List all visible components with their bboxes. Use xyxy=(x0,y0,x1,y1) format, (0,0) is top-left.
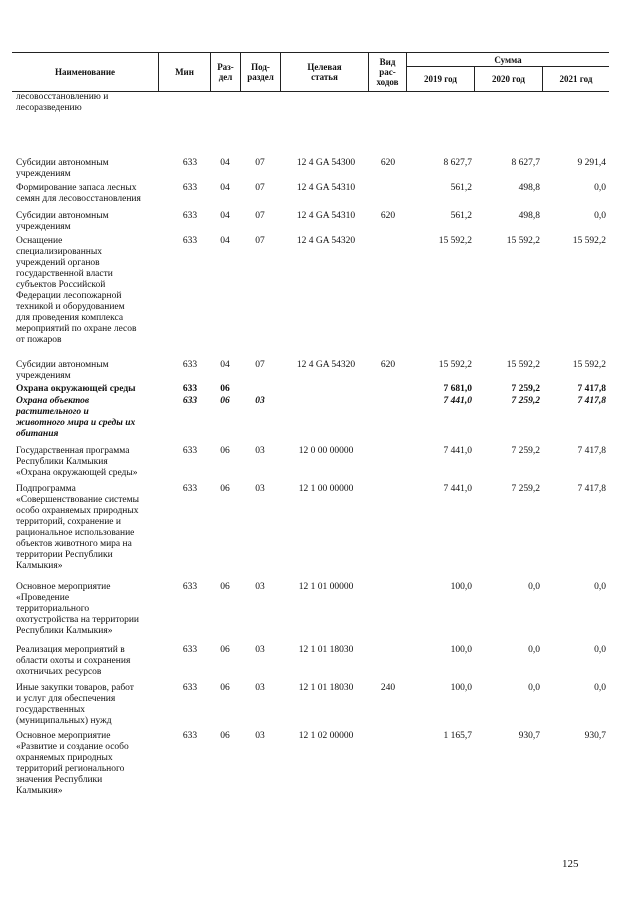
cell-y20: 15 592,2 xyxy=(506,360,540,370)
table-header xyxy=(12,52,609,92)
cell-name: Оснащение специализированных учреждений органов государственной власти субъектов Российской Федерации лесопожарной техникой и оборудованием для проведения комплекса мероприятий по охране лесов от пожаров xyxy=(16,236,137,345)
cell-cs: 12 4 GA 54320 xyxy=(296,360,356,370)
cell-y20: 498,8 xyxy=(518,183,540,193)
cell-y21: 0,0 xyxy=(594,183,606,193)
cell-y21: 7 417,8 xyxy=(577,396,606,406)
cell-y21: 0,0 xyxy=(594,645,606,655)
cell-y20: 0,0 xyxy=(528,683,540,693)
cell-min: 633 xyxy=(182,183,198,193)
cell-name: лесовосстановлению и лесоразведению xyxy=(16,92,109,113)
cell-min: 633 xyxy=(182,384,198,394)
cell-cs: 12 1 01 18030 xyxy=(298,645,354,655)
cell-name: Охрана окружающей среды xyxy=(16,384,136,394)
cell-name: Основное мероприятие «Проведение территориального охотустройства на территории Республики Калмыкия» xyxy=(16,582,140,636)
cell-podr: 03 xyxy=(255,683,265,693)
cell-y20: 7 259,2 xyxy=(511,384,540,394)
cell-name: Государственная программа Республики Калмыкия «Охрана окружающей среды» xyxy=(16,446,138,478)
cell-cs: 12 0 00 00000 xyxy=(298,446,354,456)
cell-cs: 12 1 00 00000 xyxy=(298,484,354,494)
cell-vid: 620 xyxy=(380,360,396,370)
cell-min: 633 xyxy=(182,211,198,221)
cell-min: 633 xyxy=(182,396,198,406)
header-2021: 2021 год xyxy=(542,67,609,91)
cell-y20: 498,8 xyxy=(518,211,540,221)
cell-y19: 8 627,7 xyxy=(443,158,472,168)
cell-vid: 240 xyxy=(380,683,396,693)
cell-cs: 12 4 GA 54310 xyxy=(296,211,356,221)
cell-podr: 07 xyxy=(255,211,265,221)
header-vid: Вид рас- ходов xyxy=(368,53,406,91)
header-2020: 2020 год xyxy=(474,67,542,91)
cell-y19: 7 441,0 xyxy=(443,446,472,456)
cell-razd: 06 xyxy=(220,484,230,494)
cell-podr: 03 xyxy=(255,396,265,406)
cell-razd: 04 xyxy=(220,236,230,246)
cell-y20: 8 627,7 xyxy=(511,158,540,168)
cell-name: Формирование запаса лесных семян для лесовосстановления xyxy=(16,183,141,204)
cell-podr: 03 xyxy=(255,446,265,456)
cell-cs: 12 4 GA 54300 xyxy=(296,158,356,168)
cell-y20: 15 592,2 xyxy=(506,236,540,246)
cell-y19: 7 681,0 xyxy=(443,384,472,394)
cell-name: Иные закупки товаров, работ и услуг для обеспечения государственных (муниципальных) нужд xyxy=(16,683,134,726)
header-name: Наименование xyxy=(55,67,115,77)
cell-y21: 0,0 xyxy=(594,582,606,592)
cell-y21: 9 291,4 xyxy=(577,158,606,168)
cell-y19: 7 441,0 xyxy=(443,484,472,494)
cell-razd: 06 xyxy=(220,384,230,394)
header-podr: Под- раздел xyxy=(240,53,280,91)
cell-cs: 12 1 01 18030 xyxy=(298,683,354,693)
cell-razd: 06 xyxy=(220,645,230,655)
cell-y21: 7 417,8 xyxy=(577,384,606,394)
cell-podr: 03 xyxy=(255,645,265,655)
cell-min: 633 xyxy=(182,484,198,494)
cell-min: 633 xyxy=(182,446,198,456)
cell-name: Субсидии автономным учреждениям xyxy=(16,360,109,381)
cell-y19: 561,2 xyxy=(450,211,472,221)
header-razd: Раз- дел xyxy=(210,53,240,91)
cell-name: Субсидии автономным учреждениям xyxy=(16,158,109,179)
cell-name: Субсидии автономным учреждениям xyxy=(16,211,109,232)
cell-y19: 15 592,2 xyxy=(438,236,472,246)
cell-name: Охрана объектов растительного и животного мира и среды их обитания xyxy=(16,396,136,439)
cell-podr: 07 xyxy=(255,183,265,193)
cell-y19: 100,0 xyxy=(450,582,472,592)
cell-y21: 15 592,2 xyxy=(572,360,606,370)
cell-podr: 07 xyxy=(255,360,265,370)
cell-min: 633 xyxy=(182,582,198,592)
cell-y21: 0,0 xyxy=(594,683,606,693)
cell-min: 633 xyxy=(182,645,198,655)
cell-y19: 15 592,2 xyxy=(438,360,472,370)
cell-y20: 7 259,2 xyxy=(511,446,540,456)
cell-razd: 06 xyxy=(220,582,230,592)
cell-podr: 07 xyxy=(255,236,265,246)
cell-vid: 620 xyxy=(380,158,396,168)
cell-y19: 7 441,0 xyxy=(443,396,472,406)
cell-y21: 930,7 xyxy=(584,731,606,741)
cell-podr: 03 xyxy=(255,731,265,741)
cell-podr: 03 xyxy=(255,484,265,494)
header-min: Мин xyxy=(158,53,210,91)
cell-y21: 0,0 xyxy=(594,211,606,221)
cell-name: Основное мероприятие «Развитие и создание особо охраняемых природных территорий регионального значения Республики Калмыкия» xyxy=(16,731,129,796)
cell-y21: 15 592,2 xyxy=(572,236,606,246)
header-sum: Сумма xyxy=(406,53,609,67)
header-cs: Целевая статья xyxy=(280,53,368,91)
cell-min: 633 xyxy=(182,360,198,370)
cell-razd: 04 xyxy=(220,211,230,221)
cell-y19: 100,0 xyxy=(450,645,472,655)
cell-podr: 03 xyxy=(255,582,265,592)
cell-razd: 06 xyxy=(220,731,230,741)
page-number: 125 xyxy=(562,858,579,870)
cell-cs: 12 1 02 00000 xyxy=(298,731,354,741)
cell-vid: 620 xyxy=(380,211,396,221)
cell-y20: 7 259,2 xyxy=(511,396,540,406)
cell-y20: 930,7 xyxy=(518,731,540,741)
cell-y20: 0,0 xyxy=(528,645,540,655)
cell-cs: 12 4 GA 54320 xyxy=(296,236,356,246)
cell-y20: 0,0 xyxy=(528,582,540,592)
cell-name: Подпрограмма «Совершенствование системы особо охраняемых природных территорий, сохранение и рациональное использование объектов животного мира на территории Республики Калмыкия» xyxy=(16,484,140,571)
cell-razd: 06 xyxy=(220,683,230,693)
cell-name: Реализация мероприятий в области охоты и сохранения охотничьих ресурсов xyxy=(16,645,131,677)
cell-razd: 04 xyxy=(220,183,230,193)
cell-razd: 04 xyxy=(220,360,230,370)
cell-razd: 06 xyxy=(220,446,230,456)
cell-y21: 7 417,8 xyxy=(577,484,606,494)
cell-razd: 06 xyxy=(220,396,230,406)
cell-min: 633 xyxy=(182,236,198,246)
cell-y19: 100,0 xyxy=(450,683,472,693)
cell-cs: 12 1 01 00000 xyxy=(298,582,354,592)
cell-y19: 561,2 xyxy=(450,183,472,193)
cell-min: 633 xyxy=(182,731,198,741)
cell-min: 633 xyxy=(182,158,198,168)
cell-razd: 04 xyxy=(220,158,230,168)
cell-y20: 7 259,2 xyxy=(511,484,540,494)
header-2019: 2019 год xyxy=(406,67,474,91)
cell-cs: 12 4 GA 54310 xyxy=(296,183,356,193)
cell-min: 633 xyxy=(182,683,198,693)
cell-podr: 07 xyxy=(255,158,265,168)
cell-y19: 1 165,7 xyxy=(443,731,472,741)
cell-y21: 7 417,8 xyxy=(577,446,606,456)
